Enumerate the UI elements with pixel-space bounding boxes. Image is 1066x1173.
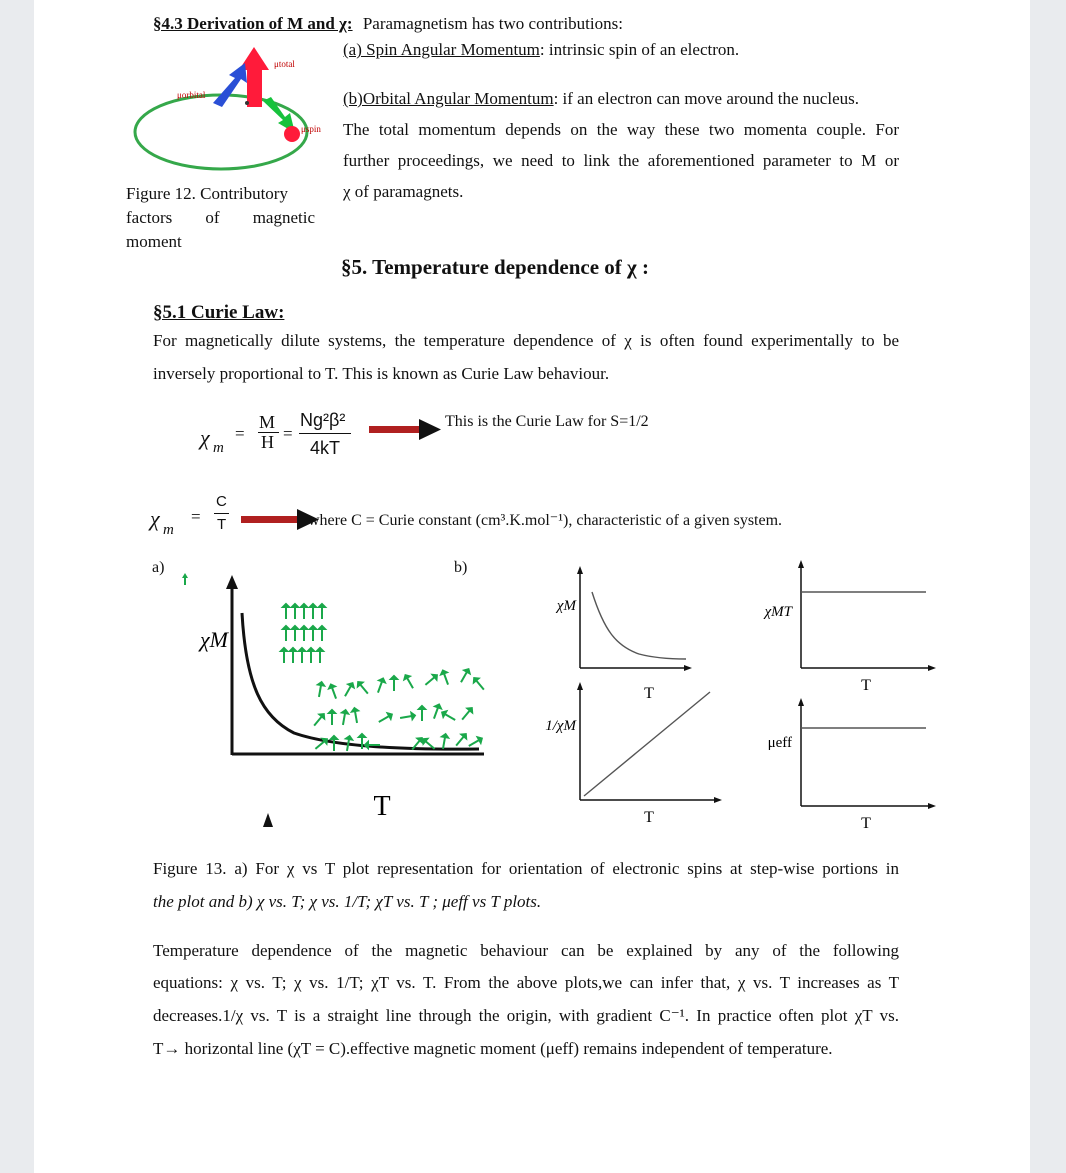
spin-arrow	[378, 681, 382, 692]
b4-ylabel: μeff	[767, 735, 792, 751]
spin-arrowhead	[404, 675, 409, 679]
spin-arrowhead	[346, 736, 352, 739]
curie-law-line2: inversely proportional to T. This is known as Curie Law behaviour.	[153, 364, 610, 383]
mu-spin-label: μspin	[301, 124, 321, 134]
final-para-line4: T→ horizontal line (χT = C).effective magnetic moment (μeff) remains independent of temperature.	[153, 1039, 833, 1058]
spin-arrowhead	[308, 648, 314, 651]
fig13a-plot	[184, 575, 494, 830]
b1-ylabel: χM	[556, 598, 576, 614]
fig13-label-b: b)	[454, 559, 468, 576]
inverse-chi-line	[584, 692, 710, 796]
fig13-caption-line1: Figure 13. a) For χ vs T plot representation for orientation of electronic spins at step-wise portions in	[153, 859, 899, 878]
spin-arrow	[315, 741, 324, 749]
spin-arrow	[347, 739, 349, 751]
spin-momentum-label: (a) Spin Angular Momentum	[343, 40, 540, 59]
eq1-denominator-h: H	[261, 432, 274, 452]
fig12-caption-line1: Figure 12. Contributory	[126, 184, 288, 203]
spin-arrow	[469, 740, 479, 746]
final-para-line2: equations: χ vs. T; χ vs. 1/T; χT vs. T. From the above plots,we can infer that, χ vs. T increases as T	[153, 973, 899, 992]
fig13-label-a: a)	[152, 559, 165, 576]
mu-total-label: μtotal	[274, 59, 295, 69]
spin-arrow	[343, 713, 345, 725]
spin-arrowhead	[299, 648, 305, 651]
spin-arrowhead	[388, 713, 392, 718]
b2-ylabel: χMT	[764, 604, 792, 620]
spin-arrowhead	[419, 706, 425, 709]
spin-arrow	[443, 737, 445, 749]
spin-arrowhead	[317, 648, 323, 651]
eq1-numerator-m: M	[259, 412, 276, 432]
spin-arrowhead	[319, 604, 325, 607]
eq2-subscript-m: m	[163, 522, 174, 538]
spin-arrowhead	[342, 710, 348, 713]
spin-arrowhead	[310, 626, 316, 629]
para1-line3: χ of paramagnets.	[343, 182, 464, 201]
section-4-3-heading-line	[153, 14, 623, 34]
eq2-note: where C = Curie constant (cm³.K.mol⁻¹), characteristic of a given system.	[308, 512, 783, 529]
section-4-3-title: §4.3 Derivation of M and χ:	[153, 14, 353, 33]
spin-arrowhead	[318, 682, 324, 685]
mu-orbital-label: μorbital	[177, 90, 206, 100]
orbital-momentum-line	[343, 89, 859, 109]
fig12-caption-line2: factors of magnetic	[126, 208, 315, 227]
eq2-chi: χ	[150, 506, 160, 531]
spin-arrowhead	[435, 705, 441, 709]
spin-arrowhead	[310, 604, 316, 607]
fig13a-xlabel: T	[373, 791, 391, 822]
spin-arrow	[434, 707, 438, 718]
spin-arrow	[379, 716, 389, 722]
spin-arrowhead	[442, 711, 446, 716]
spin-arrow	[407, 678, 413, 688]
eq2-numerator-c: C	[216, 493, 227, 510]
b3-xlabel: T	[644, 809, 654, 826]
spin-arrowhead	[391, 676, 397, 679]
section-4-3-intro: Paramagnetism has two contributions:	[362, 14, 623, 33]
curie-law-line1: For magnetically dilute systems, the temperature dependence of χ is often found experimentally to be	[153, 331, 899, 350]
spin-arrowhead	[379, 679, 385, 683]
para1-line2: further proceedings, we need to link the aforementioned parameter to M or	[343, 151, 899, 170]
orbital-momentum-label: (b)Orbital Angular Momentum	[343, 89, 554, 108]
final-para-line1: Temperature dependence of the magnetic behaviour can be explained by any of the following	[153, 941, 899, 960]
spin-arrow	[425, 677, 434, 685]
eq1-arrow	[369, 419, 441, 441]
spin-arrowhead	[411, 713, 414, 719]
ordered-spins	[182, 573, 188, 585]
eq2-denominator-t: T	[217, 516, 227, 533]
fig13a-ylabel: χM	[199, 627, 228, 652]
document-page	[34, 0, 1030, 1173]
spin-momentum-line	[343, 40, 739, 60]
b3-ylabel: 1/χM	[545, 718, 576, 734]
spin-arrowhead	[352, 708, 358, 711]
fig13b-plots	[504, 560, 944, 840]
spin-arrowhead	[301, 604, 307, 607]
spin-arrows	[281, 604, 484, 751]
eq1-equals1: =	[235, 424, 245, 443]
spin-arrow	[355, 711, 357, 723]
spin-arrow	[360, 684, 368, 693]
spin-arrowhead	[442, 734, 448, 737]
orbital-momentum-text: : if an electron can move around the nucleus.	[553, 89, 859, 108]
fig13-caption-line2: the plot and b) χ vs. T; χ vs. 1/T; χT vs. T ; μeff vs T plots.	[153, 892, 542, 911]
section-5-1-title: §5.1 Curie Law:	[153, 302, 285, 323]
fig12-caption-line3: moment	[126, 232, 182, 251]
spin-momentum-text: : intrinsic spin of an electron.	[539, 40, 740, 59]
b2-xlabel: T	[861, 677, 871, 694]
spin-arrow	[314, 716, 322, 725]
fig13a-curve	[242, 613, 479, 749]
eq1-subscript-m: m	[213, 440, 224, 456]
spin-arrow	[345, 686, 351, 696]
spin-arrow	[462, 710, 470, 719]
eq1-equals2: =	[283, 424, 293, 443]
b1-xlabel: T	[644, 685, 654, 702]
spin-arrow	[461, 672, 467, 682]
spin-arrowhead	[301, 626, 307, 629]
para1-line1: The total momentum depends on the way these two momenta couple. For	[343, 120, 899, 139]
eq1-note: This is the Curie Law for S=1/2	[445, 413, 649, 430]
spin-arrowhead	[283, 626, 289, 629]
eq2-equals: =	[191, 507, 201, 526]
spin-arrowhead	[292, 604, 298, 607]
spin-arrowhead	[464, 669, 469, 673]
eq1-denominator-4kt: 4kT	[310, 438, 341, 458]
spin-arrow	[319, 685, 321, 697]
spin-arrow	[400, 716, 412, 718]
spin-arrow	[332, 687, 336, 698]
final-para-line3: decreases.1/χ vs. T is a straight line through the origin, with gradient C⁻¹. In practice often plot χT vs.	[153, 1006, 899, 1025]
spin-arrowhead	[329, 710, 335, 713]
spin-arrowhead	[290, 648, 296, 651]
spin-arrowhead	[281, 648, 287, 651]
spin-arrowhead	[292, 626, 298, 629]
spin-arrowhead	[348, 683, 353, 687]
orbital-moment-arrow	[213, 63, 247, 107]
spin-arrowhead	[331, 736, 337, 739]
eq1-chi: χ	[200, 425, 210, 450]
spin-arrowhead	[283, 604, 289, 607]
spin-arrowhead	[329, 685, 335, 689]
eq1-numerator-ng2b2: Ng²β²	[300, 410, 346, 430]
spin-arrowhead	[478, 737, 482, 742]
spin-arrow	[444, 673, 448, 684]
spin-arrow	[456, 736, 464, 745]
b4-xlabel: T	[861, 815, 871, 832]
chi-vs-t-curve	[592, 592, 686, 659]
section-5-title: §5. Temperature dependence of χ :	[341, 255, 649, 279]
figure-12-diagram	[129, 45, 339, 175]
spin-arrowhead	[441, 671, 447, 675]
spin-arrowhead	[319, 626, 325, 629]
spin-arrowhead	[359, 734, 365, 737]
spin-arrow	[445, 714, 455, 720]
spin-arrow	[476, 680, 484, 689]
electron-dot	[284, 126, 300, 142]
